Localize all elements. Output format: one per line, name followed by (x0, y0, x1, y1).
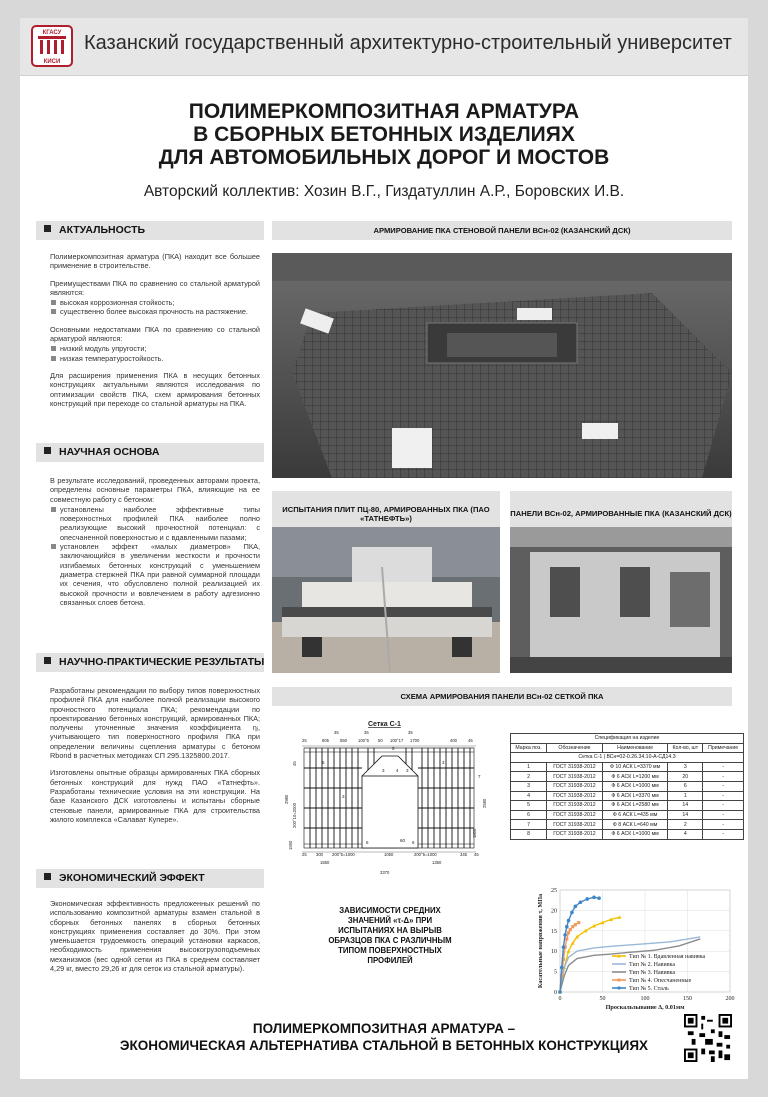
table-cell: 4 (668, 829, 703, 839)
table-cell: 8 (511, 829, 547, 839)
legend-label: Тип № 4. Опесчаненные (629, 978, 692, 984)
table-cell: 1 (668, 791, 703, 801)
scientific-list (50, 505, 260, 607)
dim-label: 1550 (288, 840, 293, 850)
position-mark: 3 (382, 768, 385, 773)
data-point (565, 937, 568, 940)
table-header: Кол-во, шт (668, 743, 703, 753)
legend-marker (618, 979, 621, 982)
logo-text-top: КГАСУ (42, 30, 62, 36)
dim-label: 1800 (472, 828, 477, 838)
dim-label: 200°5=1000 (414, 852, 437, 857)
legend-label: Тип № 1. Вдавленная навивка (629, 954, 706, 960)
paragraph: Экономическая эффективность предложенных решений по использованию композитной арматуры взамен стальной в сборных бетонных панелях в сборных бетонных конструкциях применения составляет до 30%. При этом уменьшается трудоемкость операций установки каркасов, необходимость применения высокогрузоподъемных механизмов (вес одной сетки из ПКА в среднем составляет 4,29 кг, вместо 29,26 кг для сеток из стальной арматуры). (50, 899, 260, 974)
table-cell: - (703, 810, 744, 820)
data-point (577, 921, 580, 924)
dim-label: 50 (378, 738, 383, 743)
legend-marker (617, 986, 620, 989)
data-point (597, 896, 601, 900)
table-cell: - (703, 772, 744, 782)
dim-label: 805 (322, 738, 329, 743)
dim-label: 400 (450, 738, 457, 743)
table-row (511, 820, 744, 830)
table-cell: 4 (511, 791, 547, 801)
x-axis-label: Проскальзывание Δ, 0.01мм (605, 1004, 685, 1011)
qr-code-icon[interactable] (684, 1014, 732, 1062)
table-cell: Ф 8 АСК L=640 мм (602, 820, 667, 830)
dim-label: 1350 (432, 860, 442, 865)
dim-label: 100°17 (390, 738, 404, 743)
square-bullet-icon (44, 225, 51, 232)
section-heading-relevance: АКТУАЛЬНОСТЬ (36, 221, 264, 240)
poster-title (20, 100, 748, 169)
dim-label: 45 (474, 852, 479, 857)
footer-line: ПОЛИМЕРКОМПОЗИТНАЯ АРМАТУРА – (252, 1021, 516, 1036)
reinforcement-drawing (282, 718, 497, 883)
table-row (511, 781, 744, 791)
position-mark: 4 (396, 768, 399, 773)
paragraph: Изготовлены опытные образцы армированных ПКА сборных бетонных конструкций для нужд ПАО «Татнефть». Разработаны технические условия на эти конструкции. На базе Казанского ДСК изготовлены и испытаны сборные стеновые панели, армированные ПКА для строительства жилого комплекса «Салават Купере». (50, 768, 260, 824)
data-point (563, 933, 567, 937)
dim-label: 35 (408, 730, 413, 735)
economic-text (50, 899, 260, 981)
dim-label: 1550 (320, 860, 330, 865)
footer-line: ЭКОНОМИЧЕСКАЯ АЛЬТЕРНАТИВА СТАЛЬНОЙ В БЕТОННЫХ КОНСТРУКЦИЯХ (119, 1038, 649, 1053)
data-point (567, 919, 571, 923)
table-row (511, 829, 744, 839)
table-subheader: Сетка С-1 | ВСн=02-0.26.34.10-А-СД14.3 (511, 753, 744, 763)
dim-label: 25 (302, 852, 307, 857)
position-mark: 3 (442, 760, 445, 765)
dim-label: 35 (334, 730, 339, 735)
dim-label: 25 (302, 738, 307, 743)
table-cell: 6 (511, 810, 547, 820)
x-tick-label: 150 (683, 996, 692, 1002)
y-tick-label: 15 (551, 928, 557, 935)
title-line: ДЛЯ АВТОМОБИЛЬНЫХ ДОРОГ И МОСТОВ (158, 146, 610, 169)
legend-label: Тип № 2. Навивка (629, 962, 676, 968)
table-cell: ГОСТ 31938-2012 (547, 829, 603, 839)
table-cell: ГОСТ 31938-2012 (547, 762, 603, 772)
position-mark: 5 (322, 760, 325, 765)
photo-panel-reinforcement (272, 253, 732, 478)
table-row (511, 762, 744, 772)
data-point (560, 966, 564, 970)
table-cell: ГОСТ 31938-2012 (547, 820, 603, 830)
caption-right-photo: ПАНЕЛИ ВСн-02, АРМИРОВАННЫЕ ПКА (КАЗАНСКИЙ ДСК) (510, 491, 732, 536)
table-cell: Ф 10 АСК L=3370 мм (602, 762, 667, 772)
data-point (574, 905, 578, 909)
position-mark: 6 (412, 840, 415, 845)
paragraph: В результате исследований, проведенных авторами проекта, определены основные параметры ПКА, влияющие на ее совместную работу с бетоном: (50, 476, 260, 504)
table-cell: - (703, 829, 744, 839)
footer-slogan (20, 1020, 748, 1054)
data-point (579, 900, 583, 904)
results-text (50, 686, 260, 832)
table-cell: Ф 6 АСК L=1000 мм (602, 829, 667, 839)
table-cell: - (703, 801, 744, 811)
square-bullet-icon (44, 447, 51, 454)
section-heading-scientific: НАУЧНАЯ ОСНОВА (36, 443, 264, 462)
table-cell: 5 (511, 801, 547, 811)
dim-label: 2580 (482, 798, 487, 808)
disadvantages-list (50, 344, 260, 363)
list-item: низкий модуль упругости; (50, 344, 260, 353)
data-point (570, 911, 574, 915)
table-cell: 14 (668, 801, 703, 811)
list-item: низкая температуростойкость. (50, 354, 260, 363)
section-heading-economic: ЭКОНОМИЧЕСКИЙ ЭФФЕКТ (36, 869, 264, 888)
y-tick-label: 20 (551, 908, 557, 915)
data-point (585, 897, 589, 901)
table-cell: Ф 6 АСК L=1200 мм (602, 772, 667, 782)
y-tick-label: 10 (551, 949, 557, 956)
table-cell: ГОСТ 31938-2012 (547, 791, 603, 801)
section-heading-results: НАУЧНО-ПРАКТИЧЕСКИЕ РЕЗУЛЬТАТЫ (36, 653, 264, 672)
table-cell: 1 (511, 762, 547, 772)
paragraph: Для расширения применения ПКА в несущих бетонных конструкциях актуальными являются исследования по оптимизации свойств ПКА, схем армирования бетонных конструкций при переходе со стальной арматуры на ПКА. (50, 370, 260, 408)
legend-label: Тип № 3. Навивка (629, 970, 676, 976)
advantages-list (50, 298, 260, 317)
dim-label: 1050 (384, 852, 394, 857)
x-tick-label: 0 (558, 996, 562, 1002)
relevance-text (50, 252, 260, 416)
data-point (558, 990, 562, 994)
photo-slab-testing (272, 527, 500, 673)
paragraph: Разработаны рекомендации по выбору типов поверхностных профилей ПКА для наиболее полной реализации высокого прочностного потенциала ПКА; рекомендации по проектированию бетонных конструкций, армированных ПКА; получены уточненные значения коэффициента ηᵢ, учитывающего тип поверхностного профиля ПКА при определении величины сцепления арматуры с бетоном Rbond в расчетных методиках СП 295.1325800.2017. (50, 686, 260, 761)
table-header: Наименование (602, 743, 667, 753)
dim-label: 200°5=1000 (332, 852, 355, 857)
dim-label: 100°6 (358, 738, 369, 743)
paragraph: Преимуществами ПКА по сравнению со стальной арматурой являются: (50, 278, 260, 297)
data-point (574, 923, 577, 926)
table-cell: 3 (668, 762, 703, 772)
table-cell: 6 (668, 781, 703, 791)
dim-label: 35 (364, 730, 369, 735)
list-item: установлен эффект «малых диаметров» ПКА, заключающийся в увеличении жесткости и прочности изгибаемых бетонных конструкций с уменьшением диаметра стержней ПКА при равной суммарной площади их сечения, что обусловлено полной реализацией их высокой прочности и вовлечением в работу адгезионно связанных слоев бетона. (50, 542, 260, 607)
paragraph: Основными недостатками ПКА по сравнению со стальной арматурой являются: (50, 324, 260, 344)
poster (20, 18, 748, 1079)
dim-label: 1700 (410, 738, 420, 743)
university-logo (30, 24, 74, 68)
paragraph: Полимеркомпозитная арматура (ПКА) находит все большее применение в строительстве. (50, 252, 260, 271)
position-mark: 60 (400, 838, 406, 843)
x-tick-label: 50 (599, 996, 606, 1002)
table-cell: - (703, 762, 744, 772)
table-cell: 7 (511, 820, 547, 830)
position-mark: 7 (478, 774, 481, 779)
square-bullet-icon (44, 873, 51, 880)
position-mark: 3 (342, 794, 345, 799)
data-point (567, 931, 570, 934)
table-cell: 2 (511, 772, 547, 782)
data-point (565, 925, 569, 929)
table-cell: ГОСТ 31938-2012 (547, 772, 603, 782)
university-name: Казанский государственный архитектурно-строительный университет (84, 32, 732, 54)
table-cell: 20 (668, 772, 703, 782)
table-row (511, 791, 744, 801)
title-line: В СБОРНЫХ БЕТОННЫХ ИЗДЕЛИЯХ (193, 123, 575, 146)
logo-text-bottom: КИСИ (43, 59, 61, 65)
dim-label: 45 (468, 738, 473, 743)
table-cell: - (703, 820, 744, 830)
table-cell: ГОСТ 31938-2012 (547, 810, 603, 820)
dim-label: 2980 (284, 794, 289, 804)
y-axis-label: Касательные напряжения τ, МПа (537, 893, 544, 989)
position-mark: 5 (392, 746, 395, 751)
y-tick-label: 25 (551, 888, 557, 894)
header-band (20, 18, 748, 76)
table-cell: Ф 6 АСК L=3370 мм (602, 791, 667, 801)
list-item: существенно более высокая прочность на растяжение. (50, 307, 260, 316)
dim-label: 550 (340, 738, 347, 743)
table-cell: 3 (511, 781, 547, 791)
dim-label: 200°10=2000 (292, 802, 297, 828)
position-mark: 3 (406, 768, 409, 773)
table-title: Спецификация на изделие (511, 734, 744, 744)
y-tick-label: 0 (554, 990, 557, 996)
title-line: ПОЛИМЕРКОМПОЗИТНАЯ АРМАТУРА (188, 100, 580, 123)
table-cell: Ф 6 АСК L=435 мм (602, 810, 667, 820)
graph-caption: ЗАВИСИМОСТИ СРЕДНИХ ЗНАЧЕНИЙ «τ-Δ» ПРИ ИСПЫТАНИЯХ НА ВЫРЫВ ОБРАЗЦОВ ПКА С РАЗЛИЧНЫМ ТИПОМ ПОВЕРХНОСТНЫХ ПРОФИЛЕЙ (328, 906, 452, 965)
slip-stress-chart (508, 880, 740, 1016)
caption-scheme: СХЕМА АРМИРОВАНИЯ ПАНЕЛИ ВСн-02 СЕТКОЙ ПКА (272, 687, 732, 706)
drawing-title: Сетка С-1 (368, 721, 401, 728)
table-cell: - (703, 781, 744, 791)
x-tick-label: 200 (725, 996, 735, 1002)
square-bullet-icon (44, 657, 51, 664)
x-tick-label: 100 (640, 996, 650, 1002)
list-item: высокая коррозионная стойкость; (50, 298, 260, 307)
table-cell: ГОСТ 31938-2012 (547, 781, 603, 791)
table-cell: ГОСТ 31938-2012 (547, 801, 603, 811)
authors: Авторский коллектив: Хозин В.Г., Гиздатуллин А.Р., Боровских И.В. (143, 183, 625, 200)
scientific-text (50, 476, 260, 615)
caption-left-photo: ИСПЫТАНИЯ ПЛИТ ПЦ-80, АРМИРОВАННЫХ ПКА (ПАО «ТАТНЕФТЬ») (272, 491, 500, 536)
table-cell: - (703, 791, 744, 801)
specification-table (510, 733, 744, 840)
table-header: Примечание (703, 743, 744, 753)
position-mark: 6 (366, 840, 369, 845)
table-header: Обозначение (547, 743, 603, 753)
photo-wall-panels (510, 527, 732, 673)
legend-label: Тип № 5. Сталь (629, 986, 669, 992)
table-row (511, 810, 744, 820)
table-row (511, 801, 744, 811)
list-item: установлены наиболее эффективные типы поверхностных профилей ПКА наиболее полно реализующие высокий прочностной потенциал: с опесчаненной поверхностью и с вдавленными пазами; (50, 505, 260, 542)
table-row (511, 772, 744, 782)
caption-main-photo: АРМИРОВАНИЕ ПКА СТЕНОВОЙ ПАНЕЛИ ВСн-02 (КАЗАНСКИЙ ДСК) (272, 221, 732, 240)
table-cell: Ф 6 АСК L=1000 мм (602, 781, 667, 791)
table-cell: 2 (668, 820, 703, 830)
table-cell: Ф 6 АСК L=2580 мм (602, 801, 667, 811)
data-point (562, 945, 566, 949)
table-cell: 14 (668, 810, 703, 820)
table-header: Марка поз. (511, 743, 547, 753)
data-point (569, 928, 572, 931)
dim-label: 45 (292, 761, 297, 766)
data-point (592, 896, 596, 900)
dim-label: 3370 (380, 870, 390, 875)
dim-label: 345 (460, 852, 467, 857)
y-tick-label: 5 (554, 969, 557, 976)
dim-label: 300 (316, 852, 323, 857)
